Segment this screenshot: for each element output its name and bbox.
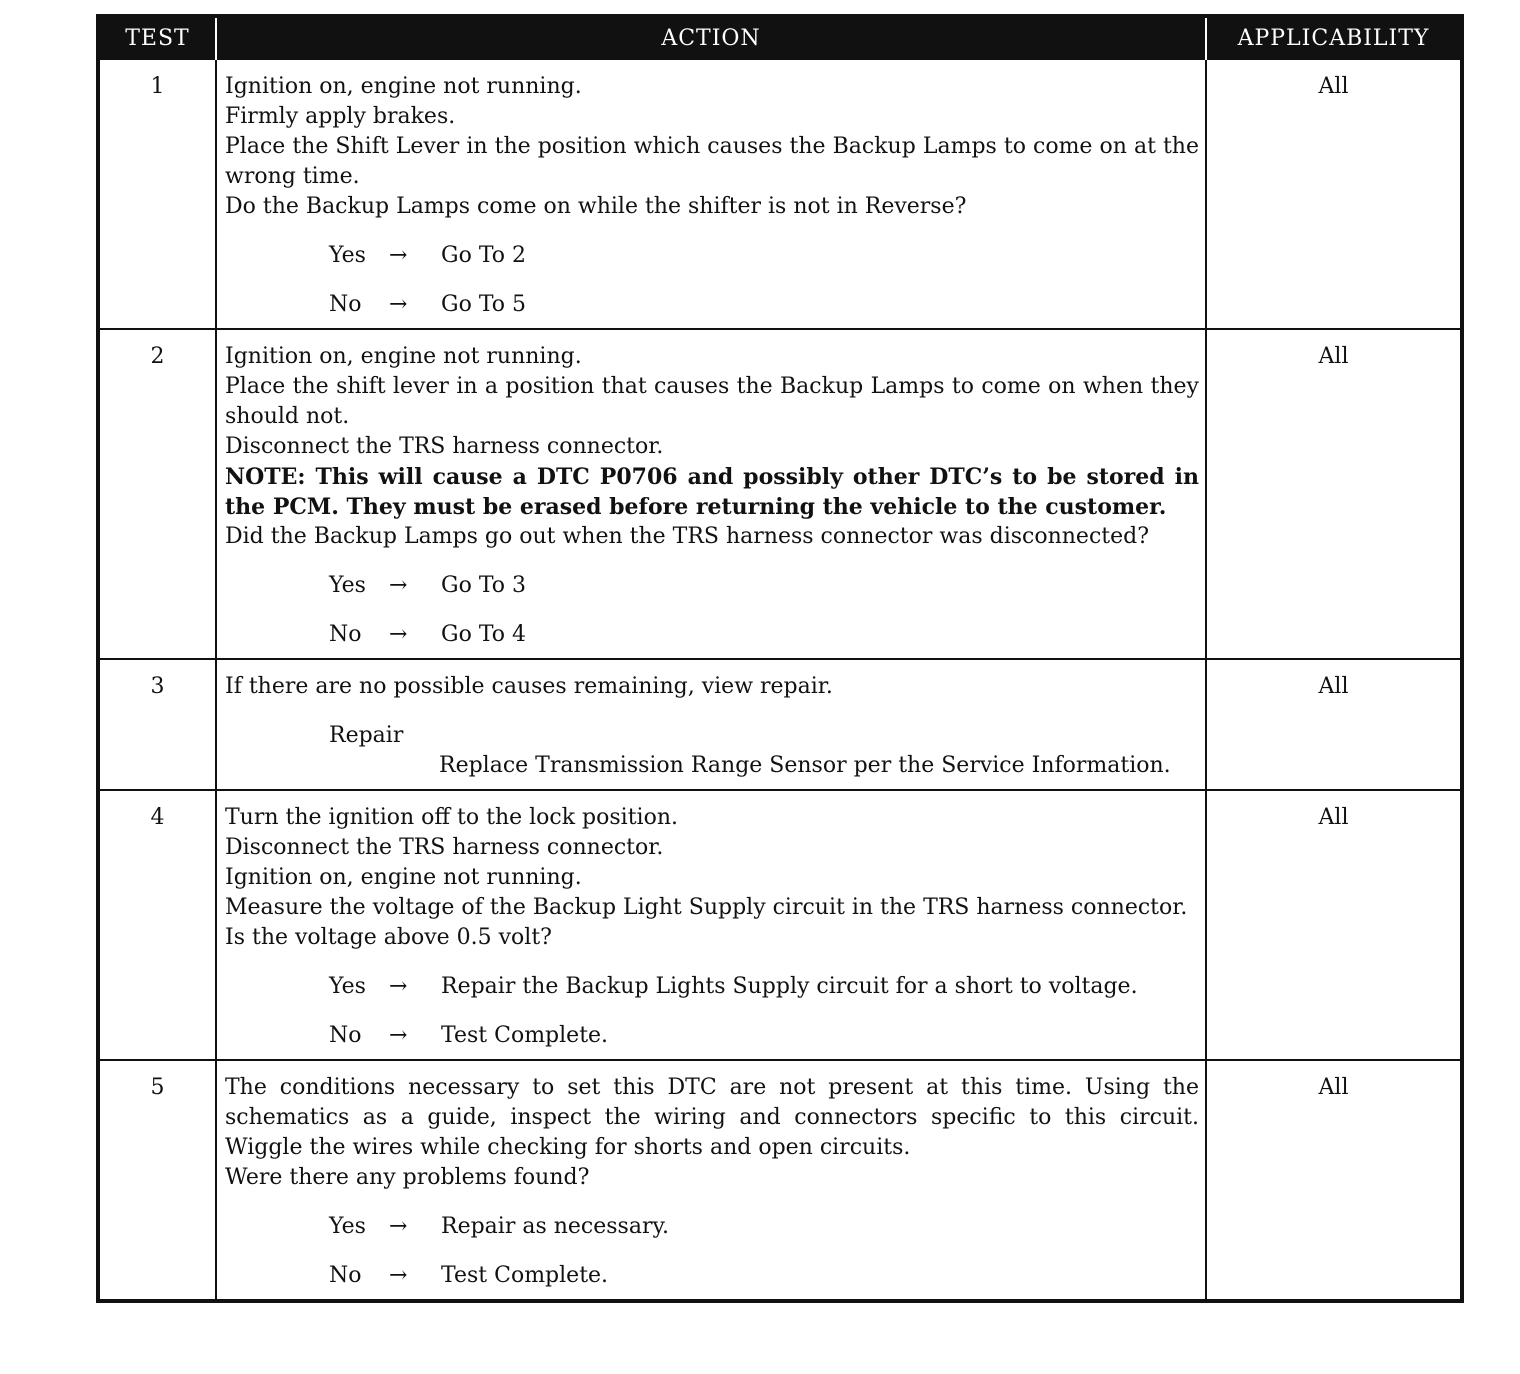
test-number: 2 <box>98 329 216 659</box>
action-line: Disconnect the TRS harness connector. <box>225 434 664 459</box>
action-line: Ignition on, engine not running. <box>225 344 582 369</box>
note-text: NOTE: This will cause a DTC P0706 and possibly other DTC’s to be stored in the PCM. They must be erased before returning the vehicle to the customer. <box>225 464 1199 520</box>
table-row <box>98 329 1462 659</box>
repair-label: Repair <box>329 723 404 748</box>
answer-no <box>225 1261 1199 1291</box>
answers <box>225 571 1199 650</box>
header-test: TEST <box>98 16 216 59</box>
action-line: The conditions necessary to set this DTC are not present at this time. Using the schematics as a guide, inspect the wiring and connectors specific to this circuit. Wiggle the wires while checking for shorts and open circuits. <box>225 1075 1199 1160</box>
answer-no-label: No <box>329 1263 362 1288</box>
action-line: Ignition on, engine not running. <box>225 865 582 890</box>
applicability-cell: All <box>1206 329 1462 659</box>
answer-yes <box>225 571 1199 601</box>
applicability-cell: All <box>1206 59 1462 329</box>
table-header-row <box>98 16 1462 59</box>
applicability-cell: All <box>1206 1060 1462 1301</box>
test-number: 5 <box>98 1060 216 1301</box>
applicability-cell: All <box>1206 659 1462 790</box>
diagnostic-test-table <box>96 14 1464 1303</box>
action-cell <box>216 659 1206 790</box>
right-arrow-icon: → <box>389 622 408 647</box>
action-line: Is the voltage above 0.5 volt? <box>225 925 552 950</box>
answer-yes-label: Yes <box>329 243 366 268</box>
right-arrow-icon: → <box>389 1214 408 1239</box>
action-cell <box>216 329 1206 659</box>
answer-yes <box>225 972 1199 1002</box>
action-line: Measure the voltage of the Backup Light Supply circuit in the TRS harness connector. <box>225 895 1188 920</box>
action-cell <box>216 790 1206 1060</box>
applicability-cell: All <box>1206 790 1462 1060</box>
action-line: Place the shift lever in a position that causes the Backup Lamps to come on when they should not. <box>225 374 1199 429</box>
answer-no-text: Test Complete. <box>441 1263 609 1288</box>
right-arrow-icon: → <box>389 974 408 999</box>
answers <box>225 1212 1199 1291</box>
table-row <box>98 1060 1462 1301</box>
right-arrow-icon: → <box>389 243 408 268</box>
header-applicability: APPLICABILITY <box>1206 16 1462 59</box>
test-number: 1 <box>98 59 216 329</box>
right-arrow-icon: → <box>389 292 408 317</box>
answer-yes-text: Go To 2 <box>441 243 527 268</box>
answer-no <box>225 290 1199 320</box>
action-line: Place the Shift Lever in the position which causes the Backup Lamps to come on at the wrong time. <box>225 134 1199 189</box>
action-line: Were there any problems found? <box>225 1165 590 1190</box>
answer-yes-text: Repair the Backup Lights Supply circuit for a short to voltage. <box>441 974 1138 999</box>
answer-yes <box>225 1212 1199 1242</box>
answer-yes-label: Yes <box>329 974 366 999</box>
action-line: Do the Backup Lamps come on while the shifter is not in Reverse? <box>225 194 967 219</box>
answer-no-label: No <box>329 1023 362 1048</box>
action-cell <box>216 59 1206 329</box>
answers <box>225 241 1199 320</box>
answer-no-label: No <box>329 292 362 317</box>
answer-yes-label: Yes <box>329 1214 366 1239</box>
answer-no-text: Go To 4 <box>441 622 527 647</box>
answer-no-text: Go To 5 <box>441 292 527 317</box>
table-row <box>98 659 1462 790</box>
test-number: 3 <box>98 659 216 790</box>
action-question: Did the Backup Lamps go out when the TRS harness connector was disconnected? <box>225 524 1150 549</box>
answer-no <box>225 620 1199 650</box>
answer-yes <box>225 241 1199 271</box>
action-line: Firmly apply brakes. <box>225 104 456 129</box>
action-cell <box>216 1060 1206 1301</box>
header-action: ACTION <box>216 16 1206 59</box>
action-line: If there are no possible causes remaining, view repair. <box>225 674 833 699</box>
answer-yes-label: Yes <box>329 573 366 598</box>
table-row <box>98 790 1462 1060</box>
table-row <box>98 59 1462 329</box>
right-arrow-icon: → <box>389 1263 408 1288</box>
action-line: Turn the ignition off to the lock position. <box>225 805 678 830</box>
answer-no-label: No <box>329 622 362 647</box>
test-number: 4 <box>98 790 216 1060</box>
repair-text: Replace Transmission Range Sensor per the Service Information. <box>439 753 1171 778</box>
answer-no <box>225 1021 1199 1051</box>
answer-no-text: Test Complete. <box>441 1023 609 1048</box>
action-line: Disconnect the TRS harness connector. <box>225 835 664 860</box>
answer-yes-text: Go To 3 <box>441 573 527 598</box>
right-arrow-icon: → <box>389 1023 408 1048</box>
repair-block <box>225 721 1199 781</box>
answer-yes-text: Repair as necessary. <box>441 1214 669 1239</box>
right-arrow-icon: → <box>389 573 408 598</box>
answers <box>225 972 1199 1051</box>
action-line: Ignition on, engine not running. <box>225 74 582 99</box>
